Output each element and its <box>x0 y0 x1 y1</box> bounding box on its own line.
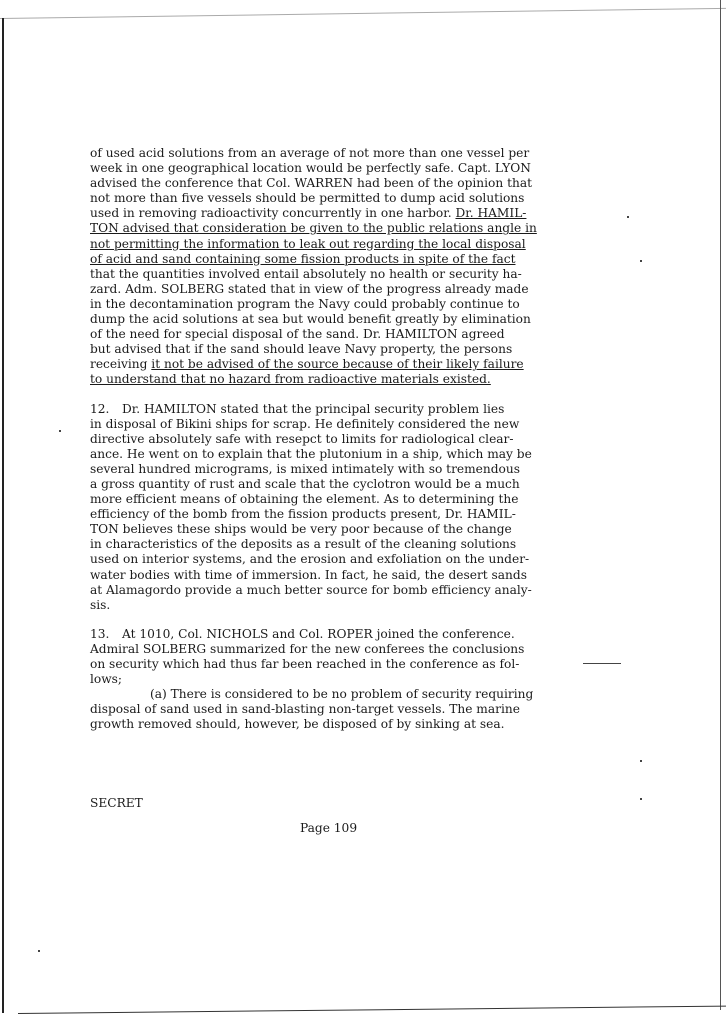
text-line <box>90 206 560 221</box>
scan-speck <box>640 798 642 800</box>
page-border-bottom <box>18 1006 726 1014</box>
underlined-line: of acid and sand containing some fission products in spite of the fact <box>90 251 516 266</box>
text-line: dump the acid solutions at sea but would benefit greatly by elimination <box>90 312 531 327</box>
paragraph-12 <box>90 402 560 613</box>
text-line: that the quantities involved entail absolutely no health or security ha- <box>90 266 522 281</box>
text-line: in disposal of Bikini ships for scrap. He definitely considered the new <box>90 416 520 431</box>
text-line: several hundred micrograms, is mixed intimately with so tremendous <box>90 461 520 476</box>
text-line: used on interior systems, and the erosion and exfoliation on the under- <box>90 552 530 567</box>
classification-marking: SECRET <box>90 796 143 810</box>
text-line: on security which had thus far been reached in the conference as fol- <box>90 657 520 671</box>
text-line: a gross quantity of rust and scale that the cyclotron would be a much <box>90 476 520 491</box>
text-line: Admiral SOLBERG summarized for the new conferees the conclusions <box>90 641 525 656</box>
underlined-text: it not be advised of the source because of their likely failure <box>151 357 524 372</box>
text-line: not more than five vessels should be permitted to dump acid solutions <box>90 191 525 206</box>
text-line: growth removed should, however, be disposed of by sinking at sea. <box>90 717 505 732</box>
text-segment: receiving <box>90 357 152 372</box>
paragraph-number: 13. <box>90 626 110 641</box>
text-line: but advised that if the sand should leave Navy property, the persons <box>90 342 513 357</box>
text-segment: used in removing radioactivity concurrently in one harbor. <box>90 206 456 221</box>
text-line: at Alamagordo provide a much better source for bomb efficiency analy- <box>90 582 532 597</box>
text-line: water bodies with time of immersion. In fact, he said, the desert sands <box>90 567 527 582</box>
text-line: directive absolutely safe with resepct to limits for radiological clear- <box>90 431 514 446</box>
paragraph-number: 12. <box>90 401 110 416</box>
text-line: week in one geographical location would be perfectly safe. Capt. LYON <box>90 161 531 176</box>
text-line <box>90 357 560 372</box>
page-border-left <box>2 18 4 1013</box>
underlined-line: not permitting the information to leak out regarding the local disposal <box>90 236 526 251</box>
text-line: disposal of sand used in sand-blasting non-target vessels. The marine <box>90 702 520 717</box>
text-line: in characteristics of the deposits as a result of the cleaning solutions <box>90 537 517 552</box>
text-line <box>90 402 560 417</box>
paragraph-13 <box>90 627 560 733</box>
underlined-text: Dr. HAMIL- <box>455 206 527 221</box>
text-line: of the need for special disposal of the sand. Dr. HAMILTON agreed <box>90 327 505 342</box>
scan-speck <box>59 430 61 432</box>
scan-speck <box>640 760 642 762</box>
text-line: sis. <box>90 597 111 612</box>
text-line <box>90 627 560 642</box>
page-border-right <box>720 0 721 1010</box>
scan-speck <box>38 950 40 952</box>
text-line: zard. Adm. SOLBERG stated that in view of the progress already made <box>90 281 529 296</box>
text-segment: Dr. HAMILTON stated that the principal security problem lies <box>122 401 505 416</box>
page-border-top <box>0 8 726 19</box>
text-line: TON believes these ships would be very poor because of the change <box>90 522 512 537</box>
text-segment: At 1010, Col. NICHOLS and Col. ROPER joined the conference. <box>122 626 515 641</box>
underlined-line: to understand that no hazard from radioactive materials existed. <box>90 372 491 387</box>
text-line: ance. He went on to explain that the plutonium in a ship, which may be <box>90 446 532 461</box>
text-line: more efficient means of obtaining the element. As to determining the <box>90 492 519 507</box>
text-line: in the decontamination program the Navy could probably continue to <box>90 296 520 311</box>
paragraph-continuation <box>90 146 560 388</box>
scan-speck <box>627 216 629 218</box>
document-body <box>90 146 560 746</box>
text-line: lows; <box>90 672 123 687</box>
text-line: advised the conference that Col. WARREN had been of the opinion that <box>90 176 533 191</box>
underlined-line: TON advised that consideration be given to the public relations angle in <box>90 221 537 236</box>
subitem-a-line: (a) There is considered to be no problem of security requiring <box>150 687 534 702</box>
margin-mark <box>583 663 621 664</box>
scan-speck <box>640 260 642 262</box>
text-line: efficiency of the bomb from the fission products present, Dr. HAMIL- <box>90 507 516 522</box>
text-line: of used acid solutions from an average of not more than one vessel per <box>90 146 530 160</box>
page-number: Page 109 <box>300 821 358 835</box>
